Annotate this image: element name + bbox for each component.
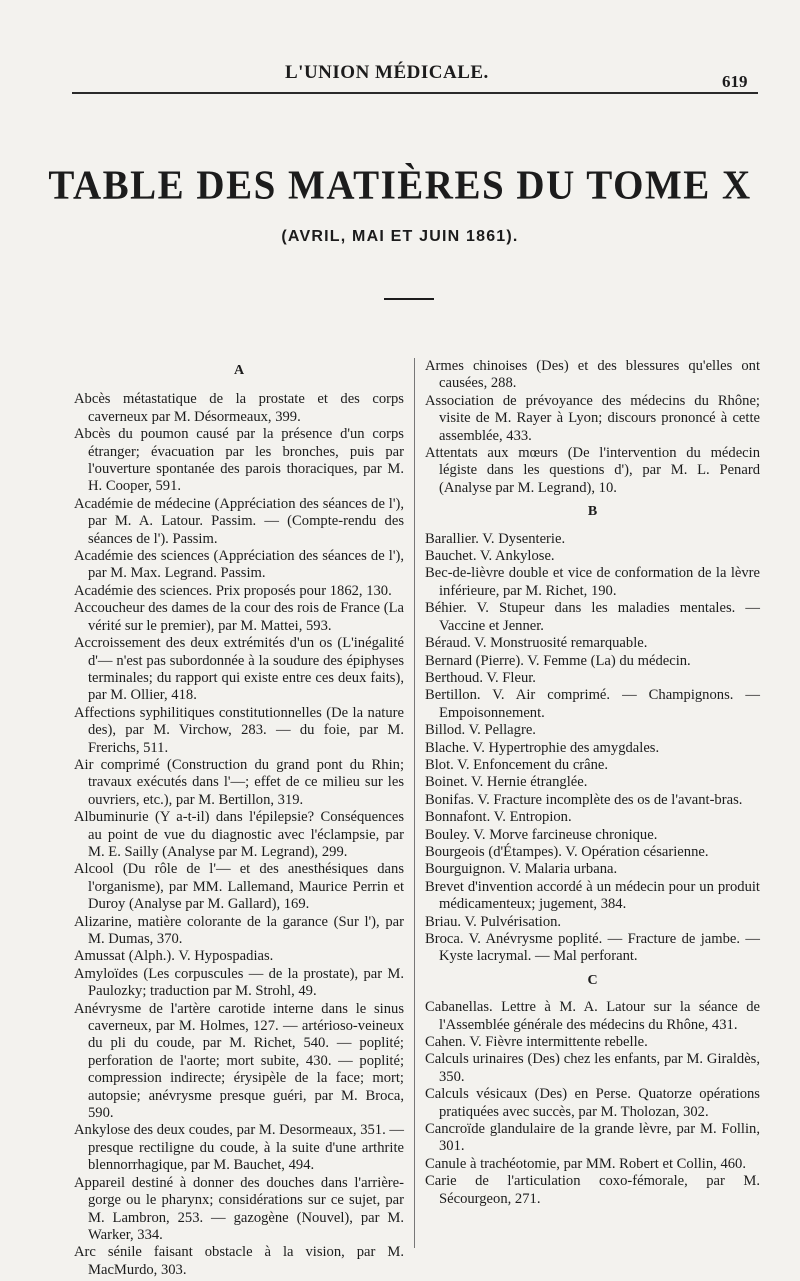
index-entry: Attentats aux mœurs (De l'intervention du médecin légiste dans les questions d'), par M. L. Penard (Analyse par M. Legrand), 10. bbox=[425, 445, 760, 496]
index-entry: Alcool (Du rôle de l'— et des anesthésiques dans l'organisme), par MM. Lallemand, Maurice Perrin et Duroy (Analyse par M. Gallard), 169. bbox=[74, 861, 404, 913]
index-entry: Bourguignon. V. Malaria urbana. bbox=[425, 861, 618, 878]
section-letter-c: C bbox=[587, 972, 598, 988]
index-entry: Air comprimé (Construction du grand pont du Rhin; travaux exécutés dans l'—; effet de ce milieu sur les ouvriers, etc.), par M. Bertillon, 319. bbox=[74, 756, 404, 808]
index-entry: Brevet d'invention accordé à un médecin pour un produit médicamenteux; jugement, 384. bbox=[425, 878, 760, 913]
index-entry: Ankylose des deux coudes, par M. Desormeaux, 351. — presque rectiligne du coude, à la suite d'une arthrite blennorrhagique, par M. Bauchet, 494. bbox=[74, 1122, 404, 1174]
right-column bbox=[425, 358, 760, 1208]
section-letter-a: A bbox=[233, 363, 245, 378]
index-entry: Canule à trachéotomie, par MM. Robert et Collin, 460. bbox=[425, 1155, 746, 1172]
index-entry: Barallier. V. Dysenterie. bbox=[425, 530, 566, 547]
index-entry: Accroissement des deux extrémités d'un os (L'inégalité d'— n'est pas subordonnée à la soudure des épiphyses terminales; du rapport qui existe entre ces deux faits), par M. Ollier, 418. bbox=[74, 635, 404, 704]
index-entry: Calculs vésicaux (Des) en Perse. Quatorze opérations pratiquées avec succès, par M. Tholozan, 302. bbox=[425, 1086, 760, 1120]
index-entry: Albuminurie (Y a-t-il) dans l'épilepsie? Conséquences au point de vue du diagnostic avec l'éclampsie, par M. E. Sailly (Analyse par M. Legrand), 299. bbox=[74, 809, 404, 860]
index-entry: Association de prévoyance des médecins du Rhône; visite de M. Rayer à Lyon; discours prononcé à cette assemblée, 433. bbox=[425, 392, 760, 444]
header-rule bbox=[72, 92, 758, 94]
page-subtitle: (AVRIL, MAI ET JUIN 1861). bbox=[281, 228, 519, 245]
running-head bbox=[0, 62, 800, 90]
left-column bbox=[74, 358, 404, 1279]
entry-list-a bbox=[74, 391, 404, 1279]
index-entry: Accoucheur des dames de la cour des rois de France (La vérité sur le premier), par M. Mattei, 593. bbox=[74, 600, 404, 634]
index-entry: Carie de l'articulation coxo-fémorale, par M. Sécourgeon, 271. bbox=[425, 1173, 760, 1207]
index-entry: Académie de médecine (Appréciation des séances de l'), par M. A. Latour. Passim. — (Compte-rendu des séances de l'). Passim. bbox=[74, 495, 404, 547]
index-entry: Béhier. V. Stupeur dans les maladies mentales. — Vaccine et Jenner. bbox=[425, 600, 760, 634]
index-entry: Amussat (Alph.). V. Hypospadias. bbox=[74, 948, 274, 965]
index-entry: Billod. V. Pellagre. bbox=[425, 722, 536, 739]
index-entry: Armes chinoises (Des) et des blessures qu'elles ont causées, 288. bbox=[425, 358, 760, 392]
index-entry: Bec-de-lièvre double et vice de conformation de la lèvre inférieure, par M. Richet, 190. bbox=[425, 565, 760, 599]
index-entry: Bourgeois (d'Étampes). V. Opération césarienne. bbox=[425, 843, 709, 860]
index-entry: Académie des sciences. Prix proposés pour 1862, 130. bbox=[74, 582, 392, 599]
index-entry: Abcès métastatique de la prostate et des corps caverneux par M. Désormeaux, 399. bbox=[74, 391, 404, 425]
index-entry: Cabanellas. Lettre à M. A. Latour sur la séance de l'Assemblée générale des médecins du Rhône, 431. bbox=[425, 999, 760, 1033]
index-entry: Cancroïde glandulaire de la grande lèvre, par M. Follin, 301. bbox=[425, 1121, 760, 1155]
index-entry: Briau. V. Pulvérisation. bbox=[425, 913, 562, 930]
running-title: L'UNION MÉDICALE. bbox=[285, 62, 489, 83]
index-entry: Béraud. V. Monstruosité remarquable. bbox=[425, 635, 648, 652]
index-entry: Académie des sciences (Appréciation des séances de l'), par M. Max. Legrand. Passim. bbox=[74, 548, 404, 582]
index-entry: Anévrysme de l'artère carotide interne dans le sinus caverneux, par M. Holmes, 127. — artérioso-veineux du pli du coude, par M. Richet, 540. — poplité; perforation de l'aorte; mort subite, 430. — poplité; compression indirecte; érysipèle de la face; mort; autopsie; anévrysme presque guéri, par M. Broca, 590. bbox=[74, 1000, 404, 1122]
index-entry: Bonnafont. V. Entropion. bbox=[425, 809, 572, 826]
index-entry: Alizarine, matière colorante de la garance (Sur l'), par M. Dumas, 370. bbox=[74, 913, 404, 947]
index-entry: Bouley. V. Morve farcineuse chronique. bbox=[425, 826, 658, 843]
title-rule bbox=[384, 298, 434, 300]
index-entry: Bernard (Pierre). V. Femme (La) du médecin. bbox=[425, 652, 691, 669]
index-entry: Berthoud. V. Fleur. bbox=[425, 669, 536, 686]
index-entry: Calculs urinaires (Des) chez les enfants, par M. Giraldès, 350. bbox=[425, 1051, 760, 1085]
column-divider bbox=[414, 358, 415, 1248]
index-entry: Appareil destiné à donner des douches dans l'arrière-gorge ou le pharynx; considérations sur ce sujet, par M. Lambron, 253. — gazogène (Nouvel), par M. Warker, 334. bbox=[74, 1174, 404, 1243]
index-entry: Bonifas. V. Fracture incomplète des os de l'avant-bras. bbox=[425, 791, 743, 808]
entry-list-a-continued bbox=[425, 358, 760, 497]
page-title: TABLE DES MATIÈRES DU TOME X bbox=[48, 162, 752, 209]
index-entry: Affections syphilitiques constitutionnelles (De la nature des), par M. Virchow, 283. — du foie, par M. Frerichs, 511. bbox=[74, 704, 404, 756]
page-number: 619 bbox=[722, 72, 748, 91]
index-entry: Blache. V. Hypertrophie des amygdales. bbox=[425, 739, 660, 756]
index-entry: Cahen. V. Fièvre intermittente rebelle. bbox=[425, 1034, 648, 1051]
entry-list-c bbox=[425, 999, 760, 1208]
index-entry: Broca. V. Anévrysme poplité. — Fracture de jambe. — Kyste lacrymal. — Mal perforant. bbox=[425, 931, 760, 965]
index-entry: Blot. V. Enfoncement du crâne. bbox=[425, 756, 609, 773]
index-entry: Arc sénile faisant obstacle à la vision, par M. MacMurdo, 303. bbox=[74, 1244, 404, 1278]
entry-list-b bbox=[425, 531, 760, 966]
index-entry: Boinet. V. Hernie étranglée. bbox=[425, 774, 588, 791]
index-entry: Bauchet. V. Ankylose. bbox=[425, 548, 555, 565]
index-entry: Bertillon. V. Air comprimé. — Champignons. — Empoisonnement. bbox=[425, 687, 760, 721]
index-entry: Amyloïdes (Les corpuscules — de la prostate), par M. Paulozky; traduction par M. Strohl, 49. bbox=[74, 965, 404, 1000]
index-entry: Abcès du poumon causé par la présence d'un corps étranger; évacuation par les bronches, puis par l'ouverture spontanée des parois thoraciques, par M. H. Cooper, 591. bbox=[74, 426, 404, 495]
section-letter-b: B bbox=[587, 504, 598, 520]
